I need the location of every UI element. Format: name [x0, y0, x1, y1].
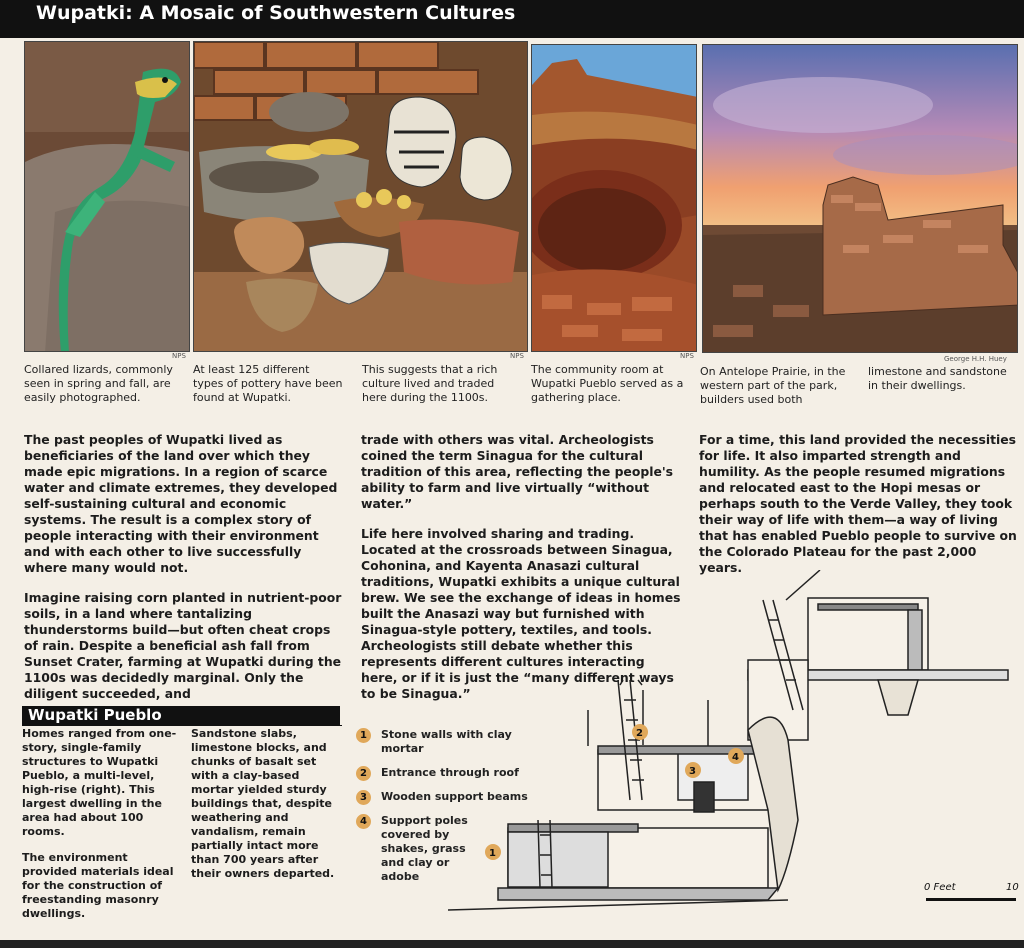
svg-text:1: 1 [489, 848, 496, 859]
caption-limestone: limestone and sandstone in their dwellings. [868, 365, 1007, 392]
pottery-illustration [194, 42, 528, 352]
title-bar [0, 0, 1024, 38]
caption-antelope-prairie: On Antelope Prairie, in the western part of the park, builders used both [700, 365, 846, 406]
photo-antelope-prairie [702, 44, 1018, 353]
section-heading-bar [22, 706, 340, 726]
legend-number-badge: 1 [356, 728, 371, 743]
svg-text:3: 3 [689, 766, 696, 777]
legend-label: Support poles covered by shakes, grass and clay or adobe [381, 814, 468, 883]
photo-collared-lizard [24, 41, 190, 352]
article-column-1 [24, 432, 346, 716]
scale-bar [924, 882, 1018, 904]
pueblo-cutaway-diagram [448, 570, 1020, 915]
bottom-border [0, 940, 1024, 948]
caption-trade-culture: This suggests that a rich culture lived and traded here during the 1100s. [362, 363, 498, 404]
legend-number-badge: 2 [356, 766, 371, 781]
photo-pottery [193, 41, 528, 352]
pueblo-column-2 [191, 727, 343, 893]
article-paragraph: Life here involved sharing and trading. Located at the crossroads between Sinagua, Cohonina, and Kayenta Anasazi cultural traditions, Wupatki exhibits a unique cultural brew. We see the exchange of ideas in homes built the Anasazi way but furnished with Sinagua-style pottery, textiles, and tools. Archeologists still debate whether this represents different cultures interacting here, or if it is just the “many different ways to be Sinagua.” [361, 526, 681, 701]
legend-label: Entrance through roof [381, 766, 519, 779]
scale-label-end: 10 [1006, 882, 1019, 893]
photo-credit: NPS [172, 352, 186, 360]
svg-text:4: 4 [732, 752, 739, 763]
caption-lizard: Collared lizards, commonly seen in spring and fall, are easily photographed. [24, 363, 173, 404]
svg-text:2: 2 [636, 728, 643, 739]
section-heading: Wupatki Pueblo [28, 706, 162, 724]
lizard-illustration [25, 42, 190, 352]
photo-community-room [531, 44, 697, 352]
scale-label-start: 0 Feet [924, 882, 956, 893]
ruins-sunset-illustration [703, 45, 1018, 353]
pueblo-paragraph: Homes ranged from one-story, single-family structures to Wupatki Pueblo, a multi-level, high-rise (right). This largest dwelling in the area had about 100 rooms. [22, 727, 177, 838]
caption-pottery-types: At least 125 different types of pottery have been found at Wupatki. [193, 363, 343, 404]
community-room-illustration [532, 45, 697, 352]
photo-credit: NPS [680, 352, 694, 360]
article-paragraph: Imagine raising corn planted in nutrient-poor soils, in a land where tantalizing thunderstorms build—but often cheat crops of rain. Despite a beneficial ash fall from Sunset Crater, farming at Wupatki during the 1100s was decidedly marginal. Only the diligent succeeded, and [24, 590, 342, 701]
legend-label: Stone walls with clay mortar [381, 728, 512, 755]
article-paragraph: trade with others was vital. Archeologists coined the term Sinagua for the cultural tradition of this area, reflecting the people's ability to farm and live virtually “without water.” [361, 432, 674, 511]
legend-number-badge: 3 [356, 790, 371, 805]
pueblo-paragraph: The environment provided materials ideal for the construction of freestanding masonry dwellings. [22, 851, 174, 920]
legend-label: Wooden support beams [381, 790, 528, 803]
article-paragraph: For a time, this land provided the necessities for life. It also imparted strength and humility. As the people resumed migrations and relocated east to the Hopi mesas or perhaps south to the Verde Valley, they took their way of life with them—a way of living that has enabled Pueblo people to survive on the Colorado Plateau for the past 2,000 years. [699, 432, 1017, 575]
section-divider [22, 725, 342, 726]
pueblo-paragraph: Sandstone slabs, limestone blocks, and chunks of basalt set with a clay-based mortar yielded sturdy buildings that, despite weathering and vandalism, remain partially intact more than 700 years after their owners departed. [191, 727, 335, 880]
photo-credit: NPS [510, 352, 524, 360]
page-title: Wupatki: A Mosaic of Southwestern Cultures [36, 2, 516, 24]
photo-credit: George H.H. Huey [944, 355, 1007, 363]
pueblo-column-1 [22, 727, 178, 933]
article-paragraph: The past peoples of Wupatki lived as beneficiaries of the land over which they made epic migrations. In a region of scarce water and climate extremes, they developed self-sustaining cultural and economic systems. The result is a complex story of people interacting with their environment and with each other to live successfully where many would not. [24, 432, 338, 575]
article-column-3 [699, 432, 1017, 590]
scale-line [926, 898, 1016, 901]
caption-community-room: The community room at Wupatki Pueblo served as a gathering place. [531, 363, 684, 404]
legend-number-badge: 4 [356, 814, 371, 829]
